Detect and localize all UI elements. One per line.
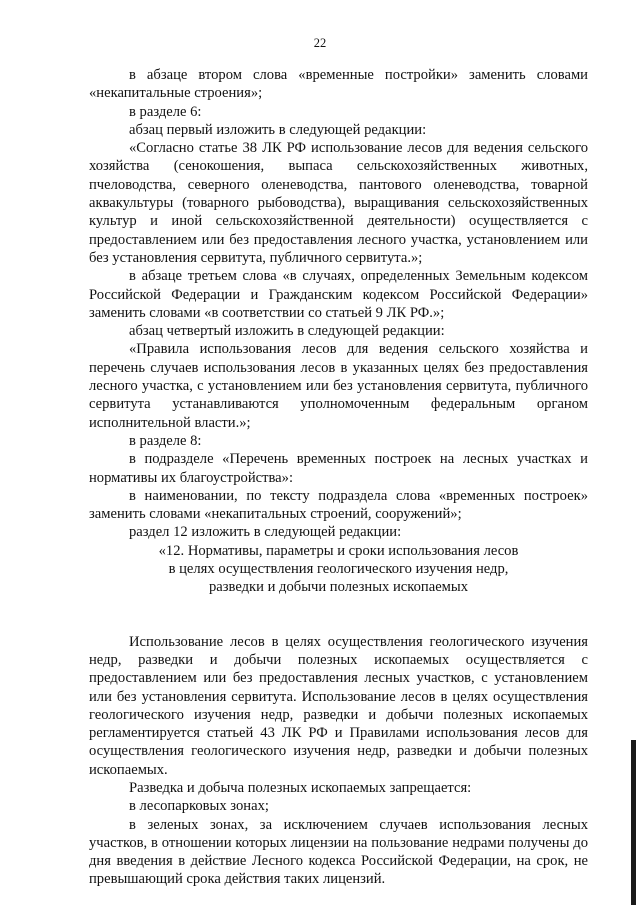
paragraph: абзац первый изложить в следующей редакции: (129, 121, 427, 138)
paragraph: «Правила использования лесов для ведения сельского хозяйства и перечень случаев использования лесов в указанных целях без предоставления лесного участка, с установлением или без установления сервитута, публичного сервитута устанавливаются уполномоченным федеральным органом исполнительной власти.»; (89, 341, 588, 431)
paragraph: в разделе 6: (129, 103, 202, 120)
paragraph: в наименовании, по тексту подраздела слова «временных построек» заменить словами «некапитальных строений, сооружений»; (89, 487, 588, 523)
paragraph: в разделе 8: (129, 432, 202, 449)
paragraph: «Согласно статье 38 ЛК РФ использование лесов для ведения сельского хозяйства (сенокошения, выпаса сельскохозяйственных животных, пчеловодства, северного оленеводства, пантового оленеводства, товарной аквакультуры (товарного рыбоводства), выращивания сельскохозяйственных культур и иной сельскохозяйственной деятельности) осуществляется с предоставлением или без предоставления лесного участка, установлением или без установления сервитута, публичного сервитута.»; (89, 140, 588, 266)
section-heading-line: в целях осуществления геологического изучения недр, (168, 561, 509, 578)
paragraph: раздел 12 изложить в следующей редакции: (129, 524, 402, 541)
section-heading-line: разведки и добычи полезных ископаемых (208, 579, 469, 596)
paragraph: в абзаце втором слова «временные постройки» заменить словами «некапитальные строения»; (89, 67, 588, 102)
body-paragraph: в лесопарковых зонах; (129, 798, 269, 815)
page-number: 22 (313, 36, 327, 50)
document-text (89, 66, 588, 889)
body-paragraph: в зеленых зонах, за исключением случаев использования лесных участков, в отношении которых лицензии на пользование недрами получены до дня введения в действие Лесного кодекса Российской Федерации, на срок, не превышающий срока действия таких лицензий. (89, 816, 588, 888)
section-heading-line: «12. Нормативы, параметры и сроки использования лесов (158, 542, 519, 559)
scan-edge-shadow (631, 740, 636, 905)
paragraph: абзац четвертый изложить в следующей редакции: (129, 323, 445, 340)
paragraph: в подразделе «Перечень временных построек на лесных участках и нормативы их благоустройства»: (89, 451, 588, 486)
section-spacer (89, 597, 588, 633)
body-paragraph: Использование лесов в целях осуществления геологического изучения недр, разведки и добычи полезных ископаемых осуществляется с предоставлением или без предоставления лесных участков, с установлением или без установления сервитута. Использование лесов в целях осуществления геологического изучения недр, разведки и добычи полезных ископаемых регламентируется статьей 43 ЛК РФ и Правилами использования лесов для осуществления геологического изучения недр, разведки и добычи полезных ископаемых. (89, 633, 588, 778)
paragraph: в абзаце третьем слова «в случаях, определенных Земельным кодексом Российской Федерации и Гражданским кодексом Российской Федерации» заменить словами «в соответствии со статьей 9 ЛК РФ.»; (89, 268, 588, 321)
body-paragraph: Разведка и добыча полезных ископаемых запрещается: (129, 779, 472, 796)
